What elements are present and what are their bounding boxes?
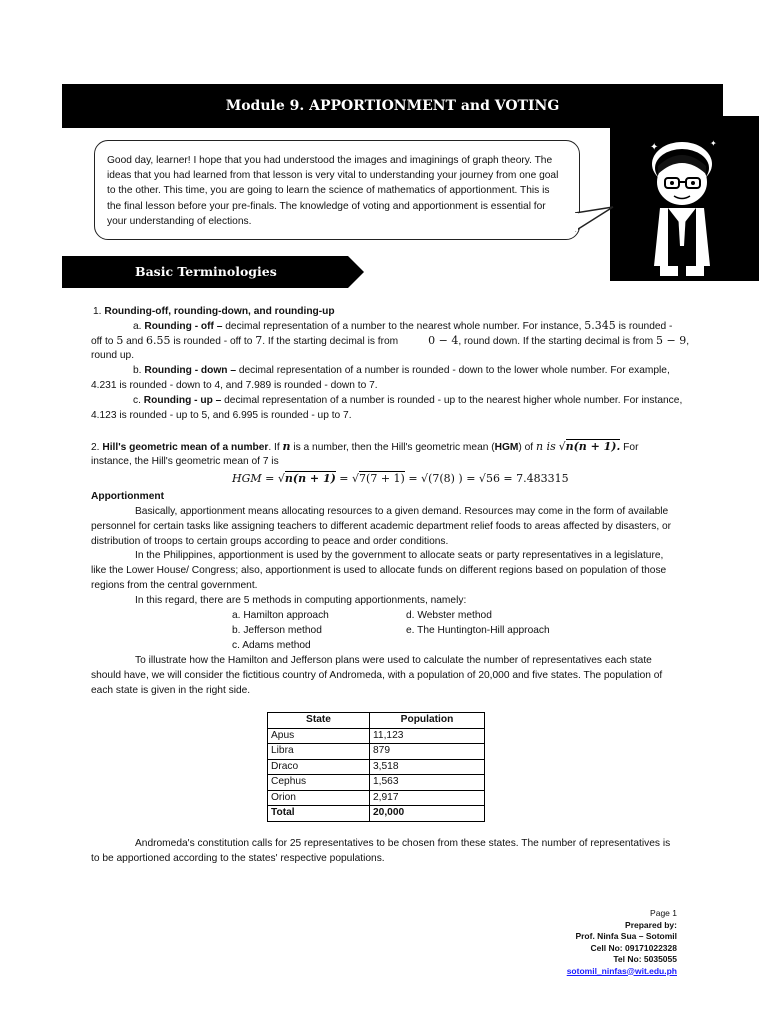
closing-para (91, 836, 691, 866)
math: n (282, 440, 291, 453)
state-cell: Draco (268, 759, 370, 775)
text: , (686, 336, 690, 347)
column-header: Population (370, 713, 485, 729)
sqrt-icon: √ (558, 440, 566, 453)
methods-right (406, 608, 550, 638)
state-cell: Orion (268, 790, 370, 806)
rounding-down-line1 (133, 363, 670, 378)
apportionment-para3: In this regard, there are 5 methods in computing apportionments, namely: (135, 595, 467, 606)
population-cell: 11,123 (370, 728, 485, 744)
text: and (123, 336, 146, 347)
intro-line: Good day, learner! I hope that you had understood the images and imaginings of graph theory. The (107, 155, 553, 166)
method-item: b. Jefferson method (232, 625, 322, 636)
rounding-up-line2: 4.123 is rounded - up to 5, and 6.995 is rounded - up to 7. (91, 410, 352, 421)
text: decimal representation of a number to the nearest whole number. For instance, (222, 321, 585, 332)
term: Rounding - up – (143, 395, 222, 406)
text-line: should have, we will consider the fictitious country of Andromeda, with a population of 20,000 and five states. The population of (91, 670, 663, 681)
method-item: a. Hamilton approach (232, 610, 329, 621)
list-marker: b. (133, 365, 142, 376)
svg-text:✦: ✦ (710, 139, 717, 148)
method-item: d. Webster method (406, 610, 492, 621)
method-item: e. The Huntington-Hill approach (406, 625, 550, 636)
term: Hill's geometric mean of a number (102, 442, 269, 453)
population-table (267, 712, 485, 822)
math: 0 − 4 (428, 334, 459, 347)
apportionment-para1 (91, 504, 691, 549)
population-cell: 1,563 (370, 775, 485, 791)
text: off to (91, 336, 117, 347)
table-row (268, 775, 485, 791)
text-line: regions from the central government. (91, 580, 258, 591)
population-cell: 2,917 (370, 790, 485, 806)
text: decimal representation of a number is rounded - up to the nearest higher whole number. For instance, (221, 395, 683, 406)
intro-line: your understanding of elections. (107, 215, 252, 227)
rounding-title: Rounding-off, rounding-down, and rounding-up (104, 306, 335, 317)
term: Rounding - off – (144, 321, 223, 332)
method-item: c. Adams method (232, 640, 311, 651)
apportionment-para4 (91, 653, 691, 698)
math: = (335, 472, 353, 485)
text-line: In the Philippines, apportionment is used by the government to allocate seats or party representatives in a legislature, (135, 550, 664, 561)
page-number: Page 1 (650, 908, 677, 918)
text: is rounded - (615, 321, 673, 332)
rounding-off-line3: round up. (91, 350, 135, 361)
rounding-down-line2: 4.231 is rounded - down to 4, and 7.989 is rounded - down to 7. (91, 380, 378, 391)
intro-line: to the other. This time, you are going to learn the science of mathematics of apportionment. This is (107, 185, 550, 197)
table-row (268, 790, 485, 806)
text-line: like the Lower House/ Congress; also, apportionment is used to allocate funds on different regions based on population of those (91, 565, 667, 576)
text-line: distribution of troops to certain groups according to peace and order conditions. (91, 536, 449, 547)
math: n(n + 1) (284, 472, 336, 485)
table-row (268, 744, 485, 760)
speech-bubble-tail-icon (575, 205, 615, 241)
state-cell: Cephus (268, 775, 370, 791)
math: 6.55 (145, 334, 171, 347)
table-row (268, 728, 485, 744)
mascot-panel (610, 116, 759, 281)
term: Rounding - down – (144, 365, 237, 376)
total-value: 20,000 (370, 806, 485, 822)
table-row (268, 759, 485, 775)
text: . If (268, 442, 283, 453)
state-cell: Apus (268, 728, 370, 744)
footer (567, 908, 677, 977)
section-title: Basic Terminologies (135, 264, 277, 279)
text-line: Andromeda's constitution calls for 25 representatives to be chosen from these states. The number of representatives is (135, 838, 671, 849)
math: = √(7(8) ) = √56 = 7.483315 (404, 472, 569, 485)
rounding-heading (93, 304, 335, 319)
prepared-by-label: Prepared by: (625, 919, 677, 930)
state-cell: Libra (268, 744, 370, 760)
text: is a number, then the Hill's geometric mean ( (290, 442, 495, 453)
text-line: personnel for certain tasks like assigning teachers to different academic department relief foods to areas affected by disasters, or (91, 521, 672, 532)
methods-left (232, 608, 329, 653)
math: 5.345 (584, 319, 616, 332)
text-line: to be apportioned according to the states' respective populations. (91, 853, 385, 864)
population-cell: 879 (370, 744, 485, 760)
term: HGM (494, 442, 519, 453)
rounding-up-line1 (133, 393, 682, 408)
math: 5 − 9 (655, 334, 687, 347)
hgm-equation (232, 472, 569, 485)
text: . If the starting decimal is from (262, 336, 399, 347)
page-title: Module 9. APPORTIONMENT and VOTING (225, 98, 560, 114)
item-number: 2. (91, 442, 100, 453)
author-name: Prof. Ninfa Sua – Sotomil (575, 931, 677, 941)
text: For (620, 442, 639, 453)
teacher-mascot-icon (610, 116, 759, 281)
list-marker: c. (133, 395, 141, 406)
apportionment-heading: Apportionment (91, 491, 164, 502)
sqrt-icon: √ (352, 472, 360, 485)
math: 5 (116, 334, 124, 347)
hills-line1 (91, 439, 638, 455)
intro-text (107, 153, 571, 229)
rounding-off-line1 (133, 318, 672, 334)
hills-line2: instance, the Hill's geometric mean of 7 is (91, 456, 279, 467)
item-number: 1. (93, 306, 102, 317)
apportionment-para2 (91, 548, 691, 593)
table-header-row (268, 713, 485, 729)
text: is rounded - off to (170, 336, 256, 347)
rounding-off-line2 (91, 333, 689, 349)
math: n is (535, 440, 556, 453)
population-cell: 3,518 (370, 759, 485, 775)
math: HGM = (232, 472, 278, 485)
math: 7 (255, 334, 263, 347)
tel-number: Tel No: 5035055 (613, 954, 677, 964)
text-line: Basically, apportionment means allocating resources to a given demand. Resources may come in the form of available (135, 506, 669, 517)
email-link[interactable]: sotomil_ninfas@wit.edu.ph (566, 965, 677, 976)
column-header: State (268, 713, 370, 729)
sqrt-icon: √ (277, 472, 285, 485)
list-marker: a. (133, 321, 142, 332)
table-total-row (268, 806, 485, 822)
total-label: Total (268, 806, 370, 822)
text-line: each state is given in the right side. (91, 685, 251, 696)
cell-number: Cell No: 09171022328 (590, 942, 677, 953)
text: ) of (518, 442, 536, 453)
svg-text:✦: ✦ (650, 142, 659, 153)
math: n(n + 1). (565, 440, 621, 453)
text-line: To illustrate how the Hamilton and Jefferson plans were used to calculate the number of representatives each state (135, 655, 652, 666)
intro-line: the final lesson before your pre-finals. The knowledge of voting and apportionment is essential for (107, 200, 546, 212)
intro-line: ideas that you had learned from that lesson is very vital to understanding your journey from one goal (107, 170, 559, 182)
math: 7(7 + 1) (359, 472, 405, 485)
text: , round down. If the starting decimal is from (458, 336, 656, 347)
text: decimal representation of a number is rounded - down to the lower whole number. For example, (236, 365, 670, 376)
